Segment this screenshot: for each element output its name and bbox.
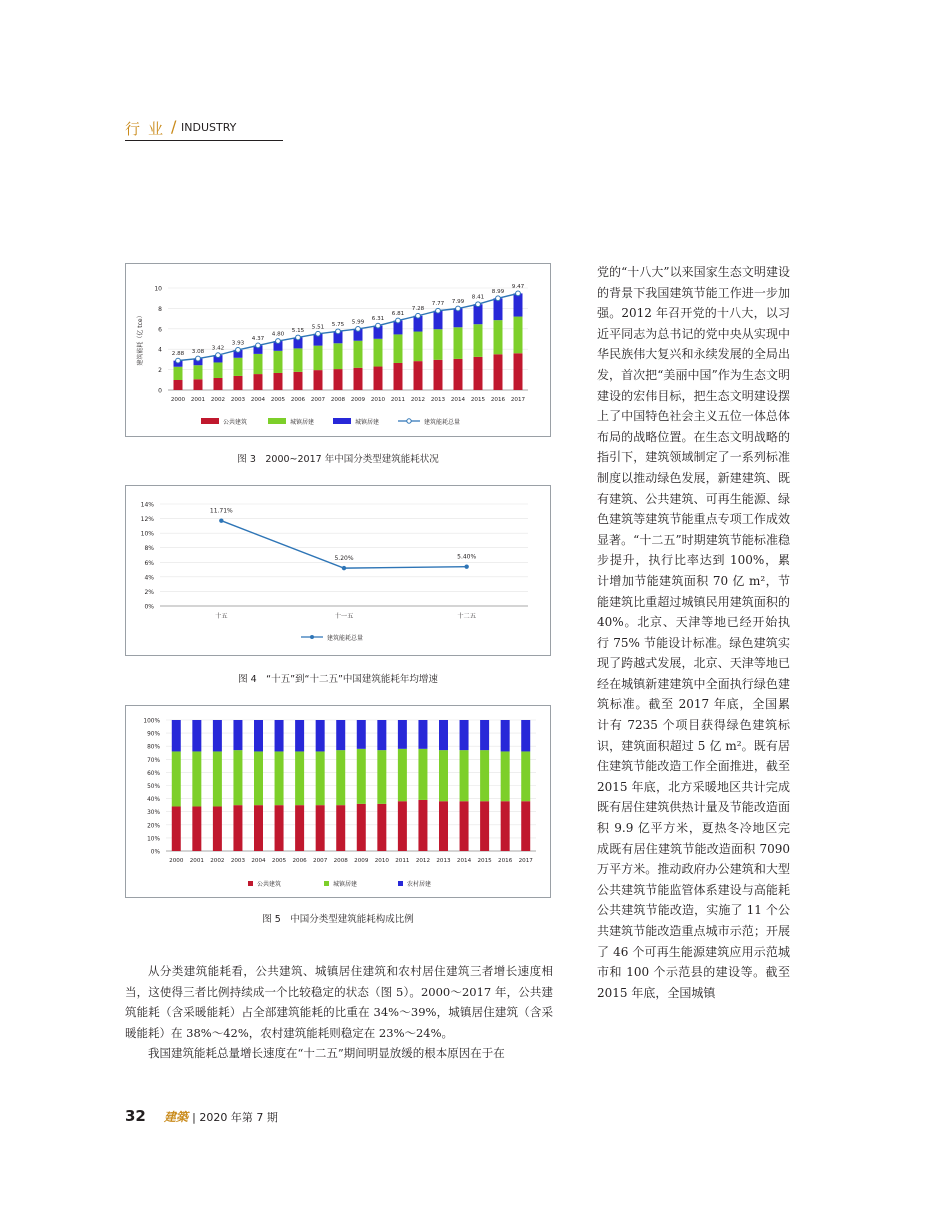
bar-segment-1 (234, 358, 243, 376)
bar-segment-2 (514, 293, 523, 316)
x-tick-label: 2007 (310, 397, 326, 403)
x-tick-label: 2001 (190, 397, 206, 403)
legend-label: 城镇居建 (333, 881, 358, 888)
bar-segment-0 (439, 801, 448, 851)
section-title-cn: 行业 (125, 120, 172, 138)
bar-segment-1 (480, 750, 489, 801)
total-marker (436, 308, 441, 313)
value-label: 5.15 (291, 327, 305, 334)
bar-segment-1 (414, 332, 423, 362)
value-label: 7.77 (431, 301, 445, 308)
bar-segment-0 (354, 368, 363, 390)
bar-segment-0 (254, 805, 263, 851)
value-label: 5.75 (331, 321, 345, 328)
bar-segment-2 (275, 720, 284, 751)
y-tick-label: 0% (144, 603, 154, 611)
x-tick-label: 2013 (430, 397, 446, 403)
total-marker (456, 306, 461, 311)
x-tick-label: 2000 (170, 397, 186, 403)
legend-label: 建筑能耗总量 (327, 635, 364, 642)
bar-segment-0 (377, 804, 386, 851)
bar-segment-0 (414, 361, 423, 390)
x-tick-label: 2012 (410, 397, 426, 403)
bar-segment-1 (254, 354, 263, 374)
figure5-frame (125, 705, 551, 898)
bar-segment-1 (494, 320, 503, 354)
legend-swatch-0 (201, 418, 219, 424)
bar-segment-1 (334, 343, 343, 369)
page-number: 32 (125, 1107, 146, 1125)
bar-segment-1 (501, 751, 510, 801)
bar-segment-2 (213, 720, 222, 751)
total-marker (416, 313, 421, 318)
bar-segment-1 (439, 750, 448, 801)
bar-segment-0 (192, 806, 201, 851)
y-tick-label: 14% (140, 501, 154, 509)
total-marker (516, 291, 521, 296)
legend-swatch-0 (248, 881, 253, 886)
bar-segment-2 (474, 304, 483, 324)
issue-label: | 2020 年第 7 期 (192, 1111, 278, 1124)
bar-segment-1 (254, 751, 263, 805)
bar-segment-1 (474, 324, 483, 357)
bar-segment-0 (172, 806, 181, 851)
bar-segment-2 (418, 720, 427, 749)
value-label: 3.93 (231, 340, 245, 347)
legend-label: 建筑能耗总量 (424, 419, 461, 426)
growth-marker (464, 564, 468, 568)
side-column (597, 262, 790, 1003)
legend-swatch-1 (268, 418, 286, 424)
bar-segment-2 (295, 720, 304, 751)
bar-segment-2 (192, 720, 201, 751)
bar-segment-0 (213, 806, 222, 851)
bar-segment-0 (316, 805, 325, 851)
legend-label: 城镇居建 (355, 419, 380, 426)
total-marker (316, 331, 321, 336)
y-tick-label: 60% (147, 770, 160, 777)
legend-label: 公共建筑 (223, 419, 248, 426)
value-label: 7.28 (411, 306, 425, 313)
bar-segment-0 (501, 801, 510, 851)
bar-segment-0 (254, 374, 263, 390)
value-label: 5.40% (457, 553, 477, 561)
x-tick-label: 2008 (330, 397, 346, 403)
bar-segment-2 (172, 720, 181, 751)
total-marker (376, 323, 381, 328)
growth-marker (342, 566, 346, 570)
bar-segment-0 (480, 801, 489, 851)
bar-segment-1 (514, 317, 523, 354)
y-tick-label: 10 (154, 285, 162, 293)
figure5-caption: 图 5 中国分类型建筑能耗构成比例 (262, 914, 414, 925)
bar-segment-1 (192, 751, 201, 806)
x-tick-label: 2001 (189, 858, 204, 864)
bar-segment-2 (398, 720, 407, 749)
y-tick-label: 12% (140, 516, 154, 524)
magazine-logo: 建築 (164, 1110, 189, 1124)
y-tick-label: 6% (144, 559, 154, 567)
value-label: 11.71% (209, 507, 233, 515)
bar-segment-1 (174, 367, 183, 380)
x-tick-label: 2015 (470, 397, 486, 403)
bar-segment-0 (174, 380, 183, 390)
section-slash: / (171, 117, 177, 136)
bar-segment-0 (234, 376, 243, 390)
bar-segment-0 (514, 353, 523, 390)
value-label: 3.42 (211, 345, 225, 352)
total-marker (356, 327, 361, 332)
x-tick-label: 2007 (313, 858, 328, 864)
y-tick-label: 80% (147, 744, 160, 751)
legend-label: 城镇居建 (290, 419, 315, 426)
y-tick-label: 0 (158, 387, 162, 395)
bar-segment-2 (494, 298, 503, 320)
x-tick-label: 2012 (415, 858, 431, 864)
y-tick-label: 40% (147, 797, 160, 804)
footer (125, 1107, 278, 1125)
total-marker (496, 296, 501, 301)
y-tick-label: 6 (158, 326, 162, 334)
side-paragraph: 党的“十八大”以来国家生态文明建设的背景下我国建筑节能工作进一步加强。2012 年召开党的十八大，以习近平同志为总书记的党中央从实现中华民族伟大复兴和永续发展的全局出发，首次把“美丽中国”作为生态文明建设的宏伟目标，把生态文明建设摆上了中国特色社会主义五位一体总体布局的战略位置。在生态文明战略的指引下，建筑领域制定了一系列标准制度以推动绿色发展，新建建筑、既有建筑、公共建筑、可再生能源、绿色建筑等建筑节能重点专项工作成效显著。“十二五”时期建筑节能标准稳步提升，执行比率达到 100%，累计增加节能建筑面积 70 亿 m²，节能建筑比重超过城镇民用建筑面积的 40%。北京、天津等地已经开始执行 75% 节能设计标准。绿色建筑实现了跨越式发展，北京、天津等地已经在城镇新建建筑中全面执行绿色建筑标准。截至 2017 年底，全国累计有 7235 个项目获得绿色建筑标识，建筑面积超过 5 亿 m²。既有居住建筑节能改造工作全面推进，截至 2015 年底，北方采暖地区共计完成既有居住建筑供热计量及节能改造面积 9.9 亿平方米，夏热冬冷地区完成既有居住建筑节能改造面积 7090 万平方米。推动政府办公建筑和大型公共建筑节能监管体系建设与高能耗公共建筑节能改造，实施了 11 个公共建筑节能改造重点城市示范；开展了 46 个可再生能源建筑应用示范城市和 100 个示范县的建设等。截至 2015 年底，全国城镇 (597, 265, 790, 1000)
bar-segment-1 (233, 750, 242, 805)
value-label: 6.81 (391, 311, 405, 318)
bar-segment-0 (418, 800, 427, 851)
x-tick-label: 2004 (250, 397, 266, 403)
y-tick-label: 30% (147, 810, 160, 817)
total-marker (276, 339, 281, 344)
y-tick-label: 90% (147, 731, 160, 738)
value-label: 7.99 (451, 299, 465, 306)
x-tick-label: 2004 (251, 858, 266, 864)
bar-segment-1 (521, 751, 530, 801)
value-label: 9.47 (511, 283, 525, 290)
x-tick-label: 2011 (390, 397, 406, 403)
x-tick-label: 2010 (370, 397, 386, 403)
y-tick-label: 8% (144, 545, 154, 553)
bar-segment-0 (294, 372, 303, 390)
bar-segment-0 (357, 804, 366, 851)
x-tick-label: 2016 (498, 858, 513, 864)
bar-segment-1 (394, 334, 403, 363)
x-tick-label: 2005 (270, 397, 286, 403)
figure3-caption: 图 3 2000~2017 年中国分类型建筑能耗状况 (237, 454, 439, 465)
x-tick-label: 2016 (490, 397, 506, 403)
legend-label: 公共建筑 (257, 881, 282, 888)
bar-segment-1 (418, 749, 427, 800)
bar-segment-1 (374, 339, 383, 367)
value-label: 3.08 (191, 349, 205, 356)
figure4-frame (125, 485, 551, 656)
legend-marker (407, 419, 411, 423)
bar-segment-1 (316, 751, 325, 805)
y-tick-label: 4% (144, 574, 154, 582)
x-tick-label: 2009 (350, 397, 366, 403)
bar-segment-2 (377, 720, 386, 750)
bar-segment-2 (521, 720, 530, 751)
main-paragraph-2: 我国建筑能耗总量增长速度在“十二五”期间明显放缓的根本原因在于在 (148, 1046, 505, 1061)
legend-swatch-2 (398, 881, 403, 886)
bar-segment-2 (316, 720, 325, 751)
y-tick-label: 70% (147, 757, 160, 764)
total-marker (396, 318, 401, 323)
total-marker (236, 348, 241, 353)
value-label: 5.99 (351, 319, 365, 326)
bar-segment-1 (336, 750, 345, 805)
value-label: 2.88 (171, 351, 185, 358)
bar-segment-1 (172, 751, 181, 806)
bar-segment-0 (274, 373, 283, 390)
growth-marker (219, 518, 223, 522)
x-tick-label: 2002 (210, 858, 225, 864)
bar-segment-1 (357, 749, 366, 804)
legend-swatch-1 (324, 881, 329, 886)
bar-segment-0 (434, 360, 443, 390)
x-tick-label: 2017 (510, 397, 526, 403)
bar-segment-0 (494, 354, 503, 390)
figure4-chart (126, 486, 550, 655)
x-tick-label: 十五 (215, 613, 228, 620)
figure3-frame (125, 263, 551, 437)
bar-segment-1 (294, 348, 303, 371)
y-tick-label: 100% (143, 718, 160, 725)
bar-segment-2 (254, 720, 263, 751)
x-tick-label: 2003 (230, 397, 246, 403)
bar-segment-1 (214, 362, 223, 378)
x-tick-label: 2005 (271, 858, 287, 864)
x-tick-label: 2008 (333, 858, 348, 864)
value-label: 4.80 (271, 331, 285, 338)
x-tick-label: 2000 (169, 858, 184, 864)
x-tick-label: 2002 (210, 397, 226, 403)
bar-segment-1 (434, 329, 443, 360)
x-tick-label: 2003 (230, 858, 246, 864)
bar-segment-0 (214, 378, 223, 390)
x-tick-label: 2015 (477, 858, 492, 864)
bar-segment-1 (274, 351, 283, 373)
bar-segment-1 (460, 750, 469, 801)
value-label: 4.37 (251, 335, 265, 342)
bar-segment-1 (354, 341, 363, 368)
bar-segment-0 (521, 801, 530, 851)
section-header (125, 118, 283, 141)
bar-segment-1 (377, 750, 386, 804)
total-marker (256, 343, 261, 348)
bar-segment-1 (194, 365, 203, 379)
y-tick-label: 8 (158, 305, 162, 313)
x-tick-label: 2013 (436, 858, 451, 864)
total-marker (176, 358, 181, 363)
bar-segment-0 (334, 369, 343, 390)
total-marker (296, 335, 301, 340)
bar-segment-0 (295, 805, 304, 851)
bar-segment-0 (336, 805, 345, 851)
x-tick-label: 十二五 (457, 613, 476, 620)
value-label: 5.20% (334, 555, 354, 563)
x-tick-label: 2011 (395, 858, 410, 864)
x-tick-label: 2014 (450, 397, 466, 403)
bar-segment-0 (275, 805, 284, 851)
bar-segment-2 (357, 720, 366, 749)
bar-segment-1 (295, 751, 304, 805)
figure4-caption: 图 4 “十五”到“十二五”中国建筑能耗年均增速 (238, 674, 438, 685)
y-tick-label: 2 (158, 367, 162, 375)
bar-segment-1 (314, 346, 323, 370)
y-tick-label: 2% (144, 588, 154, 596)
total-marker (476, 302, 481, 307)
bar-segment-1 (213, 751, 222, 806)
bar-segment-0 (374, 367, 383, 390)
bar-segment-0 (394, 363, 403, 390)
figure3-chart (126, 264, 550, 436)
total-marker (216, 353, 221, 358)
x-tick-label: 2006 (290, 397, 306, 403)
x-tick-label: 2014 (456, 858, 472, 864)
figure5-chart (126, 706, 550, 897)
value-label: 8.41 (471, 294, 485, 301)
y-axis-label: 建筑能耗（亿 tce） (137, 312, 144, 366)
bar-segment-0 (460, 801, 469, 851)
bar-segment-2 (480, 720, 489, 750)
value-label: 6.31 (371, 316, 385, 323)
main-text (125, 961, 553, 1064)
bar-segment-1 (454, 327, 463, 359)
bar-segment-1 (275, 751, 284, 805)
bar-segment-0 (474, 357, 483, 390)
value-label: 8.99 (491, 288, 505, 295)
bar-segment-0 (194, 379, 203, 390)
total-line (178, 293, 518, 360)
x-tick-label: 十一五 (334, 613, 354, 620)
bar-segment-2 (501, 720, 510, 751)
bar-segment-0 (233, 805, 242, 851)
bar-segment-2 (336, 720, 345, 750)
legend-label: 农村居建 (407, 881, 432, 888)
total-marker (196, 356, 201, 361)
x-tick-label: 2009 (354, 858, 369, 864)
section-title-en: INDUSTRY (181, 121, 237, 134)
bar-segment-0 (398, 801, 407, 851)
bar-segment-2 (439, 720, 448, 750)
y-tick-label: 20% (147, 823, 160, 830)
y-tick-label: 0% (150, 849, 160, 856)
bar-segment-1 (398, 749, 407, 801)
main-paragraph-1: 从分类建筑能耗看，公共建筑、城镇居住建筑和农村居住建筑三者增长速度相当，这使得三者比例持续成一个比较稳定的状态（图 5）。2000～2017 年，公共建筑能耗（含采暖能耗）占全部建筑能耗的比重在 34%～39%，城镇居住建筑（含采暖能耗）在 38%～42%，农村建筑能耗则稳定在 23%～24%。 (125, 964, 553, 1040)
legend-swatch-2 (333, 418, 351, 424)
bar-segment-2 (233, 720, 242, 750)
bar-segment-0 (314, 370, 323, 390)
bar-segment-2 (460, 720, 469, 750)
legend-marker (310, 635, 314, 639)
bar-segment-0 (454, 359, 463, 390)
total-marker (336, 329, 341, 334)
value-label: 5.51 (311, 324, 325, 331)
x-tick-label: 2017 (518, 858, 533, 864)
y-tick-label: 4 (158, 346, 162, 354)
x-tick-label: 2006 (292, 858, 307, 864)
x-tick-label: 2010 (374, 858, 389, 864)
y-tick-label: 10% (140, 530, 154, 538)
y-tick-label: 50% (147, 784, 160, 790)
y-tick-label: 10% (147, 836, 160, 843)
